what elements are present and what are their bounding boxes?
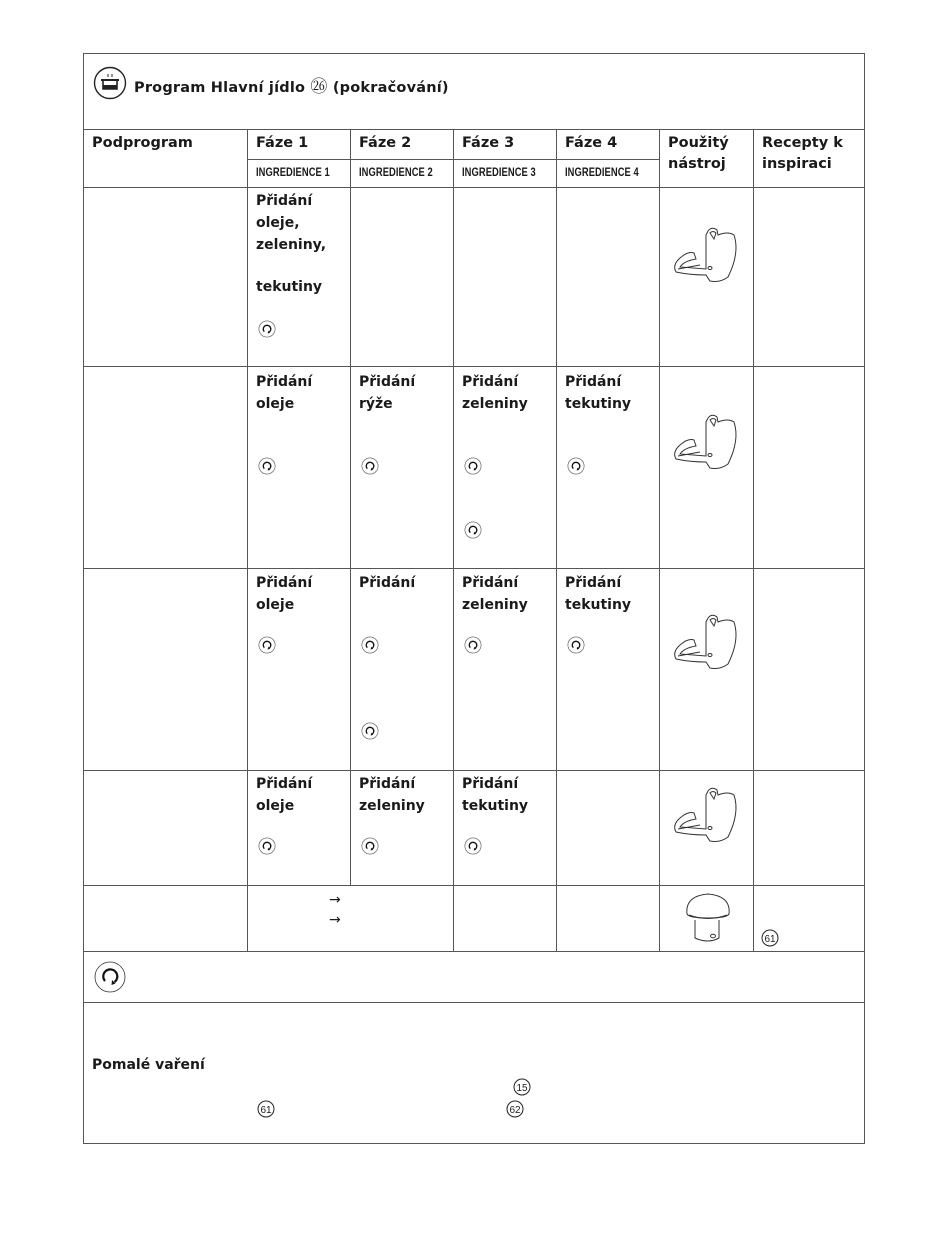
divider [753,129,754,951]
stir-rotate-icon [94,961,126,993]
divider [350,129,351,885]
ref-61-icon [257,1100,275,1118]
divider [83,1002,865,1003]
stir-rotate-icon [464,457,482,475]
cell-line: zeleniny, [256,237,327,253]
kneading-hook-icon [670,225,746,289]
ref-15-icon [513,1078,531,1096]
row3-phase4-text [565,572,631,616]
ref-number: 61 [764,934,776,945]
cell-line: tekutiny [565,396,632,412]
cell-line: oleje [256,597,295,613]
cell-line: Přidání [359,776,416,792]
cell-line: Přidání [256,575,313,591]
row2-phase4-text [565,371,631,415]
cell-line: tekutiny [256,279,323,295]
row2-phase3-text [462,371,528,415]
row1-phase1-text [256,190,326,298]
steamer-knob-icon [683,890,733,948]
header-ingredient-4: INGREDIENCE 4 [565,165,639,179]
cell-line: tekutiny [565,597,632,613]
header-phase-3: Fáze 3 [462,135,515,151]
header-recipes-line1: Recepty k [762,135,843,151]
cell-line: Přidání [462,776,519,792]
stir-rotate-icon [361,636,379,654]
divider [556,129,557,951]
arrow-icon: → [329,892,341,908]
page-title [134,72,449,97]
cell-line: rýže [359,396,393,412]
header-tool [668,133,729,175]
cell-line: zeleniny [462,597,528,613]
cell-line: zeleniny [359,798,425,814]
title-text: Program Hlavní jídlo [134,80,306,96]
recipe-ref-61 [761,929,779,951]
stir-rotate-icon [361,457,379,475]
cell-line: Přidání [462,374,519,390]
divider [83,187,865,188]
row4-phase2-text [359,773,425,817]
divider [83,770,865,771]
cell-line: zeleniny [462,396,528,412]
kneading-hook-icon [670,412,746,476]
arrow-icon: → [329,912,341,928]
kneading-hook-icon [670,612,746,676]
stir-rotate-icon [464,837,482,855]
header-ingredient-1: INGREDIENCE 1 [256,165,330,179]
divider [83,568,865,569]
header-tool-line1: Použitý [668,135,729,151]
divider [83,885,865,886]
header-ingredient-3: INGREDIENCE 3 [462,165,536,179]
cell-line: oleje [256,396,295,412]
divider [83,366,865,367]
header-recipes [762,133,843,175]
stir-rotate-icon [567,636,585,654]
stir-rotate-icon [464,521,482,539]
page-ref-badge: ㉖ [310,77,328,97]
circled-number-icon [761,929,779,947]
header-phase-4: Fáze 4 [565,135,618,151]
stir-rotate-icon [258,320,276,338]
ref-62-icon [506,1100,524,1118]
row2-phase2-text [359,371,415,415]
cell-line: oleje [256,798,295,814]
divider [83,951,865,952]
ref-number: 15 [516,1083,528,1094]
stir-rotate-icon [258,457,276,475]
cell-line: Přidání [565,374,622,390]
header-ingredient-2: INGREDIENCE 2 [359,165,433,179]
cell-line: Přidání [256,193,313,209]
header-phase-1: Fáze 1 [256,135,309,151]
ref-number: 62 [509,1105,521,1116]
cell-line: Přidání [565,575,622,591]
cell-line: tekutiny [462,798,529,814]
header-tool-line2: nástroj [668,156,726,172]
cell-line: Přidání [256,776,313,792]
divider [83,129,865,130]
kneading-hook-icon [670,785,746,849]
cooking-pot-icon [93,66,127,100]
row3-phase2-text [359,572,415,594]
ref-number: 61 [260,1105,272,1116]
stir-rotate-icon [258,837,276,855]
cell-line: oleje, [256,215,300,231]
divider [453,129,454,951]
note-heading: Pomalé vaření [92,1057,205,1073]
stir-rotate-icon [567,457,585,475]
title-suffix: (pokračování) [332,80,449,96]
cell-line: Přidání [359,575,416,591]
row4-phase1-text [256,773,312,817]
row2-phase1-text [256,371,312,415]
stir-rotate-icon [361,837,379,855]
row3-phase3-text [462,572,528,616]
header-phase-2: Fáze 2 [359,135,412,151]
row4-phase3-text [462,773,528,817]
divider [659,129,660,951]
stir-rotate-icon [258,636,276,654]
divider [247,129,248,951]
header-recipes-line2: inspiraci [762,156,832,172]
cell-line [256,256,326,276]
row3-phase1-text [256,572,312,616]
stir-rotate-icon [464,636,482,654]
cell-line: Přidání [359,374,416,390]
cell-line: Přidání [462,575,519,591]
stir-rotate-icon [361,722,379,740]
cell-line: Přidání [256,374,313,390]
header-subprogram: Podprogram [92,135,193,151]
